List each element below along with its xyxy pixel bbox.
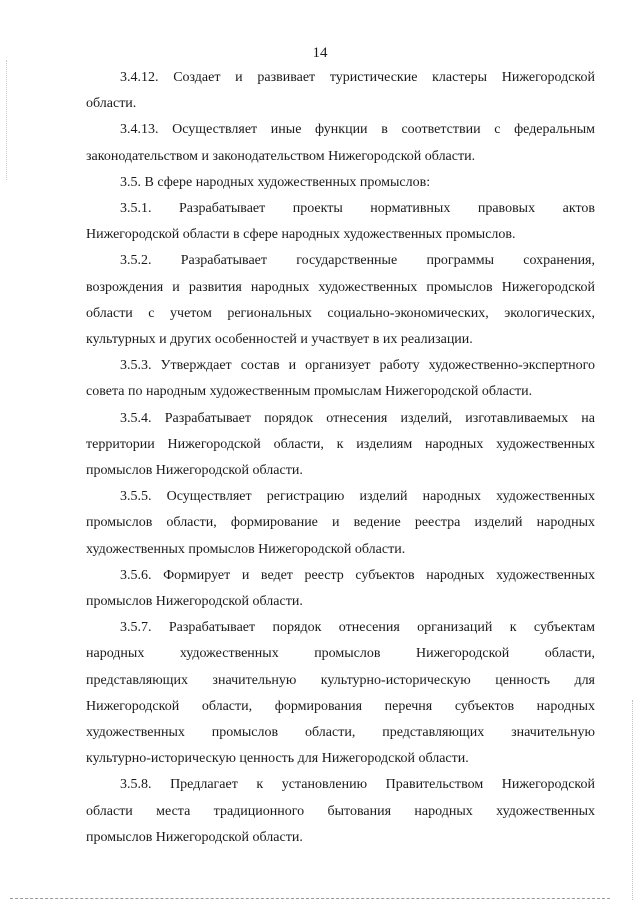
paragraph-line: 3.5.5. Осуществляет регистрацию изделий народных художественных (120, 489, 595, 505)
paragraph-line: 3.5.7. Разрабатывает порядок отнесения организаций к субъектам (120, 620, 595, 636)
paragraph-line: 3.5.4. Разрабатывает порядок отнесения изделий, изготавливаемых на (120, 410, 595, 426)
scan-right-edge (632, 700, 634, 900)
paragraph-line: промыслов Нижегородской области. (86, 829, 303, 845)
paragraph-line: области места традиционного бытования народных художественных (86, 803, 595, 819)
paragraph (86, 170, 595, 196)
page-number: 14 (312, 45, 328, 61)
document-body (86, 65, 595, 851)
paragraph (86, 117, 595, 169)
paragraph-line: 3.5.6. Формирует и ведет реестр субъектов народных художественных (120, 567, 595, 583)
paragraph-line: 3.5.2. Разрабатывает государственные программы сохранения, (120, 253, 595, 269)
paragraph-line: промыслов области, формирование и ведение реестра изделий народных (86, 515, 595, 531)
scan-margin-marks (6, 60, 8, 180)
paragraph-line: 3.5.3. Утверждает состав и организует работу художественно-экспертного (120, 358, 595, 374)
paragraph (86, 196, 595, 248)
paragraph-line: законодательством и законодательством Нижегородской области. (86, 148, 476, 164)
paragraph (86, 772, 595, 851)
paragraph-line: художественных промыслов области, представляющих значительную (86, 725, 595, 741)
paragraph-line: художественных промыслов Нижегородской области. (86, 541, 406, 557)
paragraph-line: культурно-историческую ценность для Нижегородской области. (86, 751, 469, 767)
paragraph (86, 353, 595, 405)
paragraph-line: культурных и других особенностей и участвует в их реализации. (86, 332, 473, 348)
scan-bottom-edge (10, 897, 610, 899)
paragraph-line: возрождения и развития народных художественных промыслов Нижегородской (86, 279, 595, 295)
paragraph-line: совета по народным художественным промыслам Нижегородской области. (86, 384, 533, 400)
paragraph-line: промыслов Нижегородской области. (86, 594, 303, 610)
paragraph-line: 3.4.13. Осуществляет иные функции в соответствии с федеральным (120, 122, 595, 138)
paragraph (86, 65, 595, 117)
paragraph-line: Нижегородской области в сфере народных художественных промыслов. (86, 227, 516, 243)
paragraph (86, 484, 595, 563)
paragraph (86, 615, 595, 772)
paragraph-line: Нижегородской области, формирования перечня субъектов народных (86, 698, 595, 714)
paragraph (86, 563, 595, 615)
paragraph-line: области с учетом региональных социально-экономических, экологических, (86, 305, 595, 321)
paragraph (86, 248, 595, 353)
paragraph-line: 3.5.8. Предлагает к установлению Правительством Нижегородской (120, 777, 595, 793)
paragraph-line: 3.4.12. Создает и развивает туристические кластеры Нижегородской (120, 70, 595, 85)
paragraph-line: 3.5. В сфере народных художественных промыслов: (120, 174, 431, 190)
paragraph-line: народных художественных промыслов Нижегородской области, (86, 646, 595, 662)
paragraph-line: промыслов Нижегородской области. (86, 463, 303, 479)
paragraph-line: области. (86, 96, 137, 112)
paragraph-line: представляющих значительную культурно-историческую ценность для (86, 672, 595, 688)
paragraph (86, 406, 595, 485)
paragraph-line: территории Нижегородской области, к изделиям народных художественных (86, 436, 595, 452)
paragraph-line: 3.5.1. Разрабатывает проекты нормативных правовых актов (120, 201, 595, 217)
